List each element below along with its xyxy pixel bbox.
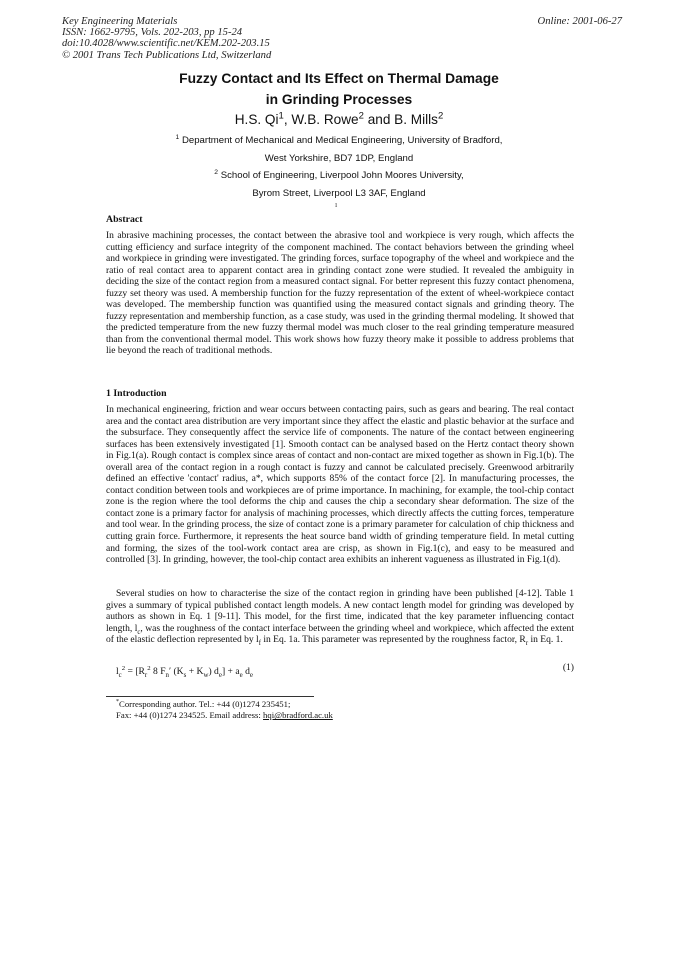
footnote-line-1 — [116, 699, 333, 710]
doi-link[interactable]: doi:10.4028/www.scientific.net/KEM.202-203.15 — [62, 38, 270, 50]
intro-heading: 1 Introduction — [106, 388, 167, 399]
eq-part-5: ) d — [208, 666, 219, 677]
eq-sub-e2: e — [239, 671, 243, 679]
affiliation-1-line-1 — [0, 132, 678, 150]
intro-paragraph-1: In mechanical engineering, friction and wear occurs between contacting pairs, such as gears and bearing. The real contact area and the contact area distribution are very important since they affect the elastic and plastic behavior at the surface and the subsurface. They consequently affect the service life of components. The nature of the contact between engineering surfaces has been extensively investigated [1]. Smooth contact can be analysed based on the Hertz contact theory shown in Fig.1(a). Rough contact is complex since areas of contact and non-contact are mixed together as shown in Fig.1(b). The overall area of the contact region in a rough contact is fuzzy and cannot be calculated precisely. Greenwood arbitrarily defined an effective 'contact' radius, a*, which supports 85% of the contact force [2]. In manufacturing processes, the contact condition between tools and workpieces are of prime importance. In machining, for example, the tool-chip contact zone is the region where the tool deforms the chip and causes the chip a secondary shear deformation. The size of the contact zone is a primary factor for analysis of machining processes, which directly affects the cutting forces, temperature and tool wear. In the grinding process, the size of contact zone is a primary parameter for calculation of chip thickness and cutting grain force. Furthermore, it represents the heat source band width of grinding temperature field. In metal cutting and forming, the sizes of the tool-work contact area are crisp, as shown in Fig.1(c), and easy to be measured and controlled [3]. In grinding, however, the tool-chip contact area exhibits an inherent vagueness as illustrated in Fig.1(d). — [106, 404, 574, 566]
para2-sub-r: r — [525, 640, 529, 648]
affiliation-1-text: Department of Mechanical and Medical Engineering, University of Bradford, — [181, 135, 503, 146]
affiliation-2-text: School of Engineering, Liverpool John Moores University, — [220, 170, 464, 181]
intro-paragraph-2 — [106, 588, 574, 646]
stray-mark: ı — [335, 200, 338, 209]
author-3: and B. Mills — [363, 112, 438, 127]
para2-text-b: , was the roughness of the contact interface between the grinding wheel and workpiece, which affected the extent of the elastic deflection represented by l — [106, 622, 574, 646]
affiliations — [0, 132, 678, 202]
author-1: H.S. Qi — [234, 112, 279, 127]
journal-header — [62, 16, 271, 61]
author-3-affil: 2 — [437, 110, 444, 122]
footnote-contact: Corresponding author. Tel.: +44 (0)1274 235451; — [119, 699, 291, 709]
eq-sub-r: r — [144, 671, 148, 679]
para2-text-c: in Eq. 1a. This parameter was represented by the roughness factor, R — [260, 634, 526, 646]
eq-sub-n: n — [165, 671, 169, 679]
eq-sub-e3: e — [249, 671, 253, 679]
footnote-fax: Fax: +44 (0)1274 234525. Email address: — [116, 710, 264, 721]
affiliation-2-line-2: Byrom Street, Liverpool L3 3AF, England — [252, 187, 426, 199]
abstract-body: In abrasive machining processes, the contact between the abrasive tool and workpiece is very rough, which affects the cutting efficiency and surface integrity of the component machined. The contact behaviors between the grinding wheel and workpiece in grinding were investigated. The grinding forces, surface topography of the wheel and workpiece and the ratio of real contact area to apparent contact area in grinding contact zone were studied. It revealed the ambiguity in deciding the size of the contact region from a measured contact signal. For better represent this fuzzy contact phenomena, fuzzy set theory was used. A membership function for the fuzzy representation of the extent of wheel-workpiece contact was developed. The membership function was quantified using the measured contact signals and grinding theory. The fuzzy representation and membership function, as a case study, was used in the grinding thermal modeling. It showed that the predicted temperature from the new fuzzy thermal model was much closer to the real grinding temperature measured than from the conventional thermal model. This work shows how fuzzy theory make it possible to address problems that lie beyond the reach of traditional methods. — [106, 230, 574, 357]
issn-line: ISSN: 1662-9795, Vols. 202-203, pp 15-24 — [62, 27, 243, 39]
copyright-line: © 2001 Trans Tech Publications Ltd, Switzerland — [62, 49, 272, 61]
eq-part-3: (K — [171, 666, 184, 677]
author-2-affil: 2 — [358, 110, 364, 122]
author-2: , W.B. Rowe — [283, 112, 359, 127]
para2-sub-f: f — [258, 640, 261, 648]
eq-part-4: + K — [186, 666, 204, 677]
eq-prime: ′ — [168, 666, 172, 677]
eq-sub-w: w — [203, 671, 209, 679]
eq-sub-c: c — [118, 671, 122, 679]
eq-part-7: d — [242, 666, 250, 677]
eq-sup-2b: 2 — [147, 664, 151, 672]
title-line-1: Fuzzy Contact and Its Effect on Thermal Damage — [179, 71, 499, 86]
eq-sup-2: 2 — [121, 664, 126, 672]
footnote-divider — [106, 696, 314, 697]
para2-text-a: Several studies on how to characterise the size of the contact region in grinding have been published [4-12]. Table 1 gives a summary of typical published contact length models. A new contact length model for grinding was developed by authors as shown in Eq. 1 [9-11]. This model, for the first time, indicated that the key parameter influencing contact length, l — [106, 588, 574, 634]
online-date: Online: 2001-06-27 — [537, 16, 622, 27]
title-line-2: in Grinding Processes — [265, 92, 413, 107]
abstract-heading: Abstract — [106, 214, 143, 225]
equation-1 — [116, 666, 253, 677]
footnote-marker: * — [116, 699, 120, 706]
eq-l: l — [116, 666, 119, 677]
footnote-line-2 — [116, 710, 333, 721]
equation-1-number: (1) — [562, 662, 574, 673]
affiliation-1-marker: 1 — [175, 133, 180, 141]
journal-name: Key Engineering Materials — [62, 16, 178, 27]
eq-part-2: 8 F — [150, 666, 166, 677]
eq-part-6: ] + a — [221, 666, 240, 677]
para2-sub-c: c — [137, 628, 141, 636]
eq-sub-s: s — [183, 671, 187, 679]
paper-title — [0, 68, 678, 110]
author-list — [0, 112, 678, 127]
email-link[interactable]: hqi@bradford.ac.uk — [263, 710, 333, 721]
footnote — [116, 699, 333, 721]
para2-text-d: in Eq. 1. — [528, 634, 563, 646]
affiliation-1-line-2: West Yorkshire, BD7 1DP, England — [264, 152, 414, 164]
eq-part-1: = [R — [125, 666, 145, 677]
affiliation-2-line-1 — [0, 167, 678, 185]
eq-sub-e: e — [218, 671, 222, 679]
affiliation-2-marker: 2 — [214, 168, 219, 176]
author-1-affil: 1 — [278, 110, 284, 122]
